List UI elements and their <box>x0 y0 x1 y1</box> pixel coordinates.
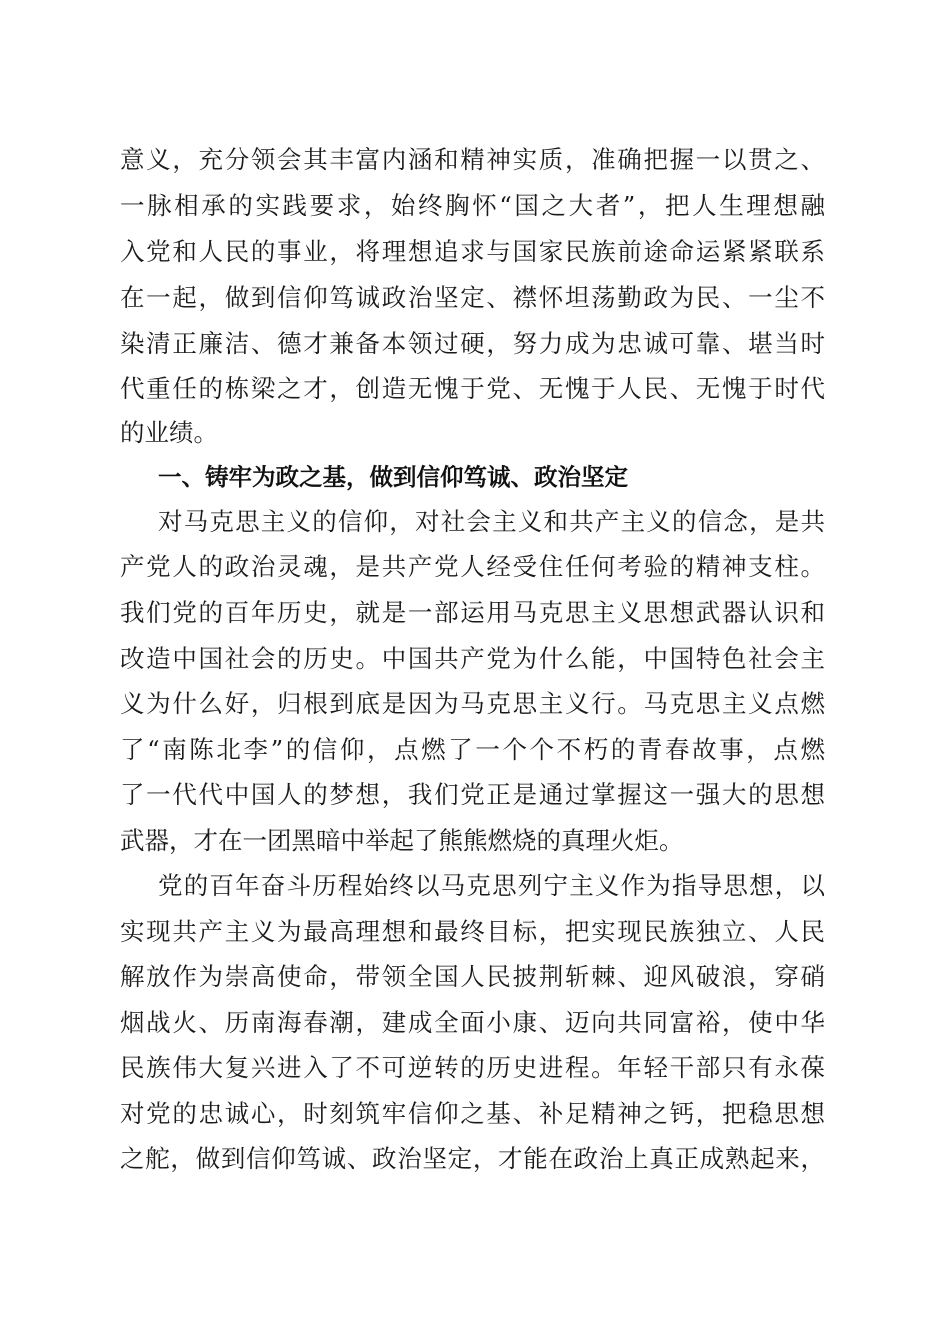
paragraph-1-line-3: 我们党的百年历史，就是一部运用马克思主义思想武器认识和 <box>120 598 825 627</box>
intro-line-1: 意义，充分领会其丰富内涵和精神实质，准确把握一以贯之、 <box>120 145 825 174</box>
paragraph-2-line-5: 民族伟大复兴进入了不可逆转的历史进程。年轻干部只有永葆 <box>120 1053 825 1082</box>
paragraph-1-line-2: 产党人的政治灵魂，是共产党人经受住任何考验的精神支柱。 <box>120 552 825 581</box>
intro-line-6: 代重任的栋梁之才，创造无愧于党、无愧于人民、无愧于时代 <box>120 374 825 403</box>
paragraph-2-line-1: 党的百年奋斗历程始终以马克思列宁主义作为指导思想，以 <box>158 871 825 900</box>
paragraph-1-line-1: 对马克思主义的信仰，对社会主义和共产主义的信念，是共 <box>158 507 825 536</box>
paragraph-2-line-6: 对党的忠诚心，时刻筑牢信仰之基、补足精神之钙，把稳思想 <box>120 1099 825 1128</box>
paragraph-2-line-4: 烟战火、历南海春潮，建成全面小康、迈向共同富裕，使中华 <box>120 1008 825 1037</box>
intro-line-4: 在一起，做到信仰笃诚政治坚定、襟怀坦荡勤政为民、一尘不 <box>120 283 825 312</box>
intro-line-2: 一脉相承的实践要求，始终胸怀“国之大者”，把人生理想融 <box>120 191 825 220</box>
paragraph-2-line-2: 实现共产主义为最高理想和最终目标，把实现民族独立、人民 <box>120 917 825 946</box>
intro-line-7: 的业绩。 <box>120 418 218 447</box>
intro-line-3: 入党和人民的事业，将理想追求与国家民族前途命运紧紧联系 <box>120 237 825 266</box>
paragraph-1-line-8: 武器，才在一团黑暗中举起了熊熊燃烧的真理火炬。 <box>120 826 684 855</box>
intro-line-5: 染清正廉洁、德才兼备本领过硬，努力成为忠诚可靠、堪当时 <box>120 329 825 358</box>
paragraph-2-line-3: 解放作为崇高使命，带领全国人民披荆斩棘、迎风破浪，穿硝 <box>120 962 825 991</box>
paragraph-2-line-7: 之舵，做到信仰笃诚、政治坚定，才能在政治上真正成熟起来， <box>120 1144 825 1173</box>
paragraph-1-line-4: 改造中国社会的历史。中国共产党为什么能，中国特色社会主 <box>120 644 825 673</box>
paragraph-1-line-5: 义为什么好，归根到底是因为马克思主义行。马克思主义点燃 <box>120 689 825 718</box>
paragraph-1-line-7: 了一代代中国人的梦想，我们党正是通过掌握这一强大的思想 <box>120 780 825 809</box>
section-heading: 一、铸牢为政之基，做到信仰笃诚、政治坚定 <box>158 463 628 491</box>
paragraph-1-line-6: 了“南陈北李”的信仰，点燃了一个个不朽的青春故事，点燃 <box>120 735 825 764</box>
